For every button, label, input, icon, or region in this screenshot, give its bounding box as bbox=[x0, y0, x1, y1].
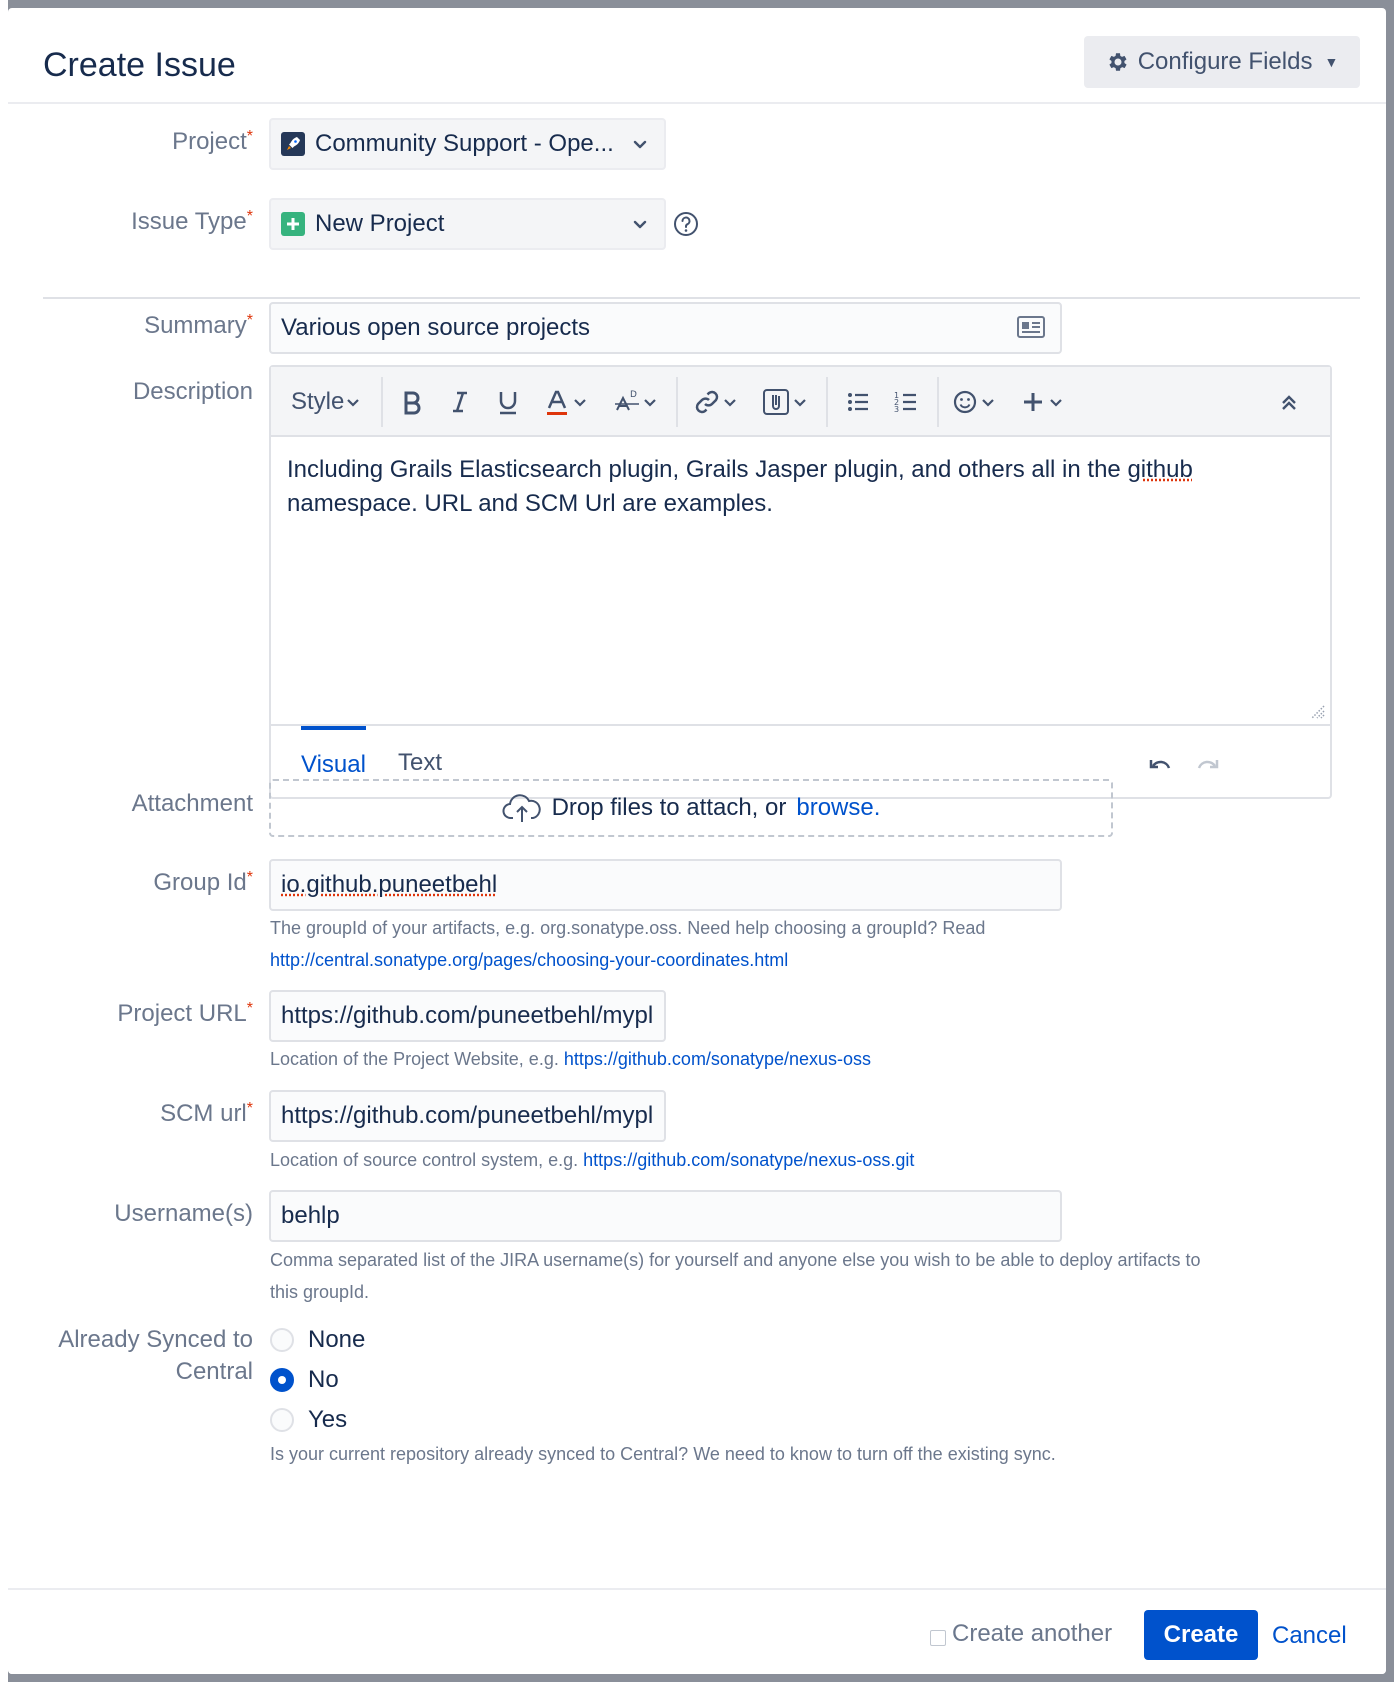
create-issue-dialog bbox=[8, 8, 1386, 1674]
text-color-icon[interactable] bbox=[543, 367, 589, 437]
style-label: Style bbox=[291, 388, 345, 415]
description-text: Including Grails Elasticsearch plugin, Grails Jasper plugin, and others all in the bbox=[287, 456, 1128, 483]
dialog-header bbox=[8, 8, 1386, 104]
bold-icon[interactable] bbox=[399, 367, 425, 437]
already-synced-label-line: Already Synced to bbox=[58, 1326, 253, 1353]
new-project-icon bbox=[281, 212, 305, 236]
configure-fields-button[interactable] bbox=[1084, 36, 1360, 88]
radio-button[interactable] bbox=[270, 1408, 294, 1432]
project-select[interactable] bbox=[269, 118, 666, 170]
create-another-checkbox[interactable] bbox=[930, 1630, 946, 1646]
issue-type-value: New Project bbox=[315, 210, 445, 237]
description-content[interactable] bbox=[287, 453, 1307, 521]
resize-handle-icon[interactable] bbox=[1309, 703, 1325, 719]
scm-url-label-text: SCM url bbox=[160, 1100, 247, 1127]
usernames-help-line: this groupId. bbox=[270, 1282, 370, 1302]
dialog-title: Create Issue bbox=[43, 46, 236, 84]
gear-icon bbox=[1106, 50, 1130, 74]
required-marker: * bbox=[246, 1100, 253, 1117]
group-id-help-text: The groupId of your artifacts, e.g. org.sonatype.oss. Need help choosing a groupId? Read bbox=[270, 918, 986, 938]
radio-option-yes[interactable] bbox=[270, 1406, 347, 1434]
description-editor bbox=[269, 365, 1332, 799]
summary-label-text: Summary bbox=[144, 312, 247, 339]
attachment-dropzone[interactable] bbox=[269, 779, 1113, 837]
numbered-list-icon[interactable] bbox=[893, 367, 919, 437]
chevron-down-icon bbox=[628, 212, 652, 236]
group-id-help bbox=[270, 912, 1270, 976]
group-id-input[interactable] bbox=[269, 859, 1062, 911]
project-url-label bbox=[8, 1000, 253, 1028]
required-marker: * bbox=[246, 312, 253, 329]
group-id-label bbox=[8, 869, 253, 897]
emoji-icon[interactable] bbox=[951, 367, 997, 437]
tab-visual[interactable]: Visual bbox=[301, 726, 366, 799]
group-id-label-text: Group Id bbox=[153, 869, 247, 896]
drop-text: Drop files to attach, or bbox=[551, 794, 787, 821]
italic-icon[interactable] bbox=[447, 367, 473, 437]
project-value: Community Support - Ope... bbox=[315, 130, 614, 157]
section-divider bbox=[43, 297, 1360, 299]
description-label: Description bbox=[132, 378, 253, 405]
bullet-list-icon[interactable] bbox=[845, 367, 871, 437]
collapse-toolbar-icon[interactable] bbox=[1277, 367, 1301, 437]
scm-url-help bbox=[270, 1144, 914, 1176]
create-another-label: Create another bbox=[952, 1620, 1113, 1647]
project-label bbox=[8, 128, 253, 156]
svg-text:D: D bbox=[630, 390, 637, 400]
required-marker: * bbox=[246, 208, 253, 225]
project-url-help bbox=[270, 1043, 871, 1075]
scm-url-input[interactable] bbox=[269, 1090, 666, 1142]
summary-input[interactable] bbox=[269, 302, 1062, 354]
help-icon[interactable] bbox=[672, 210, 700, 238]
scm-url-label bbox=[8, 1100, 253, 1128]
usernames-input[interactable] bbox=[269, 1190, 1062, 1242]
caret-down-icon: ▼ bbox=[1324, 54, 1339, 70]
attachment-icon[interactable] bbox=[761, 367, 809, 437]
radio-option-none[interactable] bbox=[270, 1326, 365, 1354]
tab-text[interactable]: Text bbox=[398, 748, 443, 776]
page-backdrop bbox=[0, 0, 8, 1682]
issue-type-label-text: Issue Type bbox=[131, 208, 247, 235]
required-marker: * bbox=[246, 128, 253, 145]
redo-icon[interactable] bbox=[1193, 750, 1221, 778]
link-icon[interactable] bbox=[693, 367, 739, 437]
description-text: namespace. URL and SCM Url are examples. bbox=[287, 490, 773, 517]
radio-label: None bbox=[308, 1326, 366, 1353]
project-url-input[interactable] bbox=[269, 990, 666, 1042]
nexus-oss-git-link[interactable]: https://github.com/sonatype/nexus-oss.git bbox=[583, 1150, 915, 1170]
project-url-help-text: Location of the Project Website, e.g. bbox=[270, 1049, 559, 1069]
radio-button-selected[interactable] bbox=[270, 1368, 294, 1392]
required-marker: * bbox=[246, 1000, 253, 1017]
editor-toolbar bbox=[271, 367, 1330, 437]
misspelled-word: github bbox=[1127, 456, 1193, 483]
configure-fields-label: Configure Fields bbox=[1137, 48, 1313, 75]
toolbar-separator bbox=[826, 377, 828, 427]
rocket-icon bbox=[281, 132, 305, 156]
issue-type-label bbox=[8, 208, 253, 236]
usernames-help-line: Comma separated list of the JIRA username(s) for yourself and anyone else you wish to be able to deploy artifacts to bbox=[270, 1250, 1201, 1270]
project-label-text: Project bbox=[172, 128, 247, 155]
usernames-help bbox=[270, 1244, 1370, 1308]
toolbar-separator bbox=[381, 377, 383, 427]
already-synced-label bbox=[8, 1324, 253, 1388]
cloud-upload-icon bbox=[502, 792, 542, 824]
browse-link[interactable]: browse. bbox=[796, 794, 881, 821]
toolbar-separator bbox=[937, 377, 939, 427]
coordinates-link[interactable]: http://central.sonatype.org/pages/choosing-your-coordinates.html bbox=[270, 950, 789, 970]
underline-icon[interactable] bbox=[495, 367, 521, 437]
issue-type-select[interactable] bbox=[269, 198, 666, 250]
form-card-icon bbox=[1016, 314, 1046, 340]
radio-option-no[interactable] bbox=[270, 1366, 339, 1394]
svg-text:2: 2 bbox=[894, 398, 900, 407]
style-dropdown[interactable] bbox=[291, 367, 362, 437]
undo-icon[interactable] bbox=[1147, 750, 1175, 778]
svg-text:3: 3 bbox=[894, 405, 900, 414]
summary-label bbox=[8, 312, 253, 340]
attachment-label: Attachment bbox=[131, 790, 253, 817]
create-button[interactable]: Create bbox=[1144, 1610, 1258, 1660]
chevron-down-icon bbox=[628, 132, 652, 156]
chevron-down-icon bbox=[344, 393, 362, 411]
create-another-option[interactable] bbox=[930, 1620, 1112, 1648]
dialog-footer bbox=[8, 1588, 1386, 1674]
usernames-label: Username(s) bbox=[114, 1200, 253, 1227]
nexus-oss-link[interactable]: https://github.com/sonatype/nexus-oss bbox=[563, 1049, 872, 1069]
radio-button[interactable] bbox=[270, 1328, 294, 1352]
text-effects-icon[interactable] bbox=[613, 367, 659, 437]
synced-help: Is your current repository already synced to Central? We need to know to turn off the existing sync. bbox=[270, 1444, 1056, 1464]
cancel-link[interactable]: Cancel bbox=[1272, 1622, 1347, 1649]
radio-label: No bbox=[308, 1366, 339, 1393]
insert-more-icon[interactable] bbox=[1019, 367, 1065, 437]
radio-label: Yes bbox=[308, 1406, 348, 1433]
already-synced-label-line: Central bbox=[175, 1358, 253, 1385]
scm-url-help-text: Location of source control system, e.g. bbox=[270, 1150, 579, 1170]
toolbar-separator bbox=[676, 377, 678, 427]
project-url-label-text: Project URL bbox=[117, 1000, 247, 1027]
required-marker: * bbox=[246, 869, 253, 886]
svg-text:1: 1 bbox=[894, 391, 900, 400]
